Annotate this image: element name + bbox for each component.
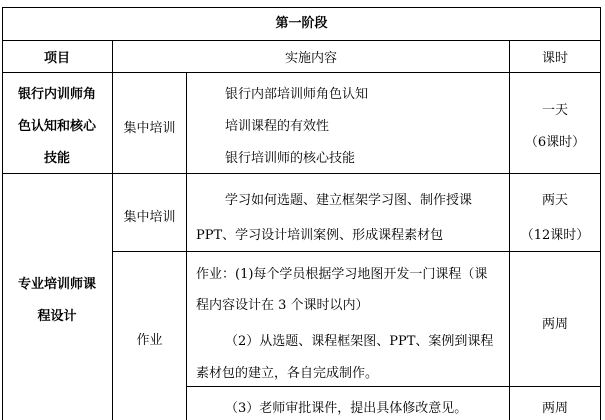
section1-hours-line1: 一天 — [541, 103, 568, 118]
header-content: 实施内容 — [284, 51, 337, 66]
section1-item-line2: 色认知和核心 — [17, 119, 96, 134]
section1-method: 集中培训 — [123, 121, 176, 136]
section2-row1-content-line1: 学习如何选题、建立框架学习图、制作授课 — [225, 193, 473, 208]
section2-row2-content-line4: 素材包的建立，各自完成制作。 — [196, 366, 379, 381]
col-divider-item — [112, 40, 113, 420]
section2-row2-method: 作业 — [136, 333, 163, 348]
table-border-top — [2, 7, 601, 8]
section1-item-line3: 技能 — [43, 151, 70, 166]
row-divider-section1 — [2, 173, 601, 174]
col-divider-method — [186, 73, 187, 420]
table-border-left — [2, 7, 3, 420]
table-border-right — [600, 7, 601, 420]
row-divider-section2-r2 — [186, 386, 601, 387]
row-divider-header — [2, 72, 601, 73]
section2-row1-method: 集中培训 — [123, 210, 176, 225]
section1-content-line2: 培训课程的有效性 — [225, 119, 330, 134]
section2-row2-content-line1: 作业：(1)每个学员根据学习地图开发一门课程（课 — [196, 267, 488, 282]
section1-content-line1: 银行内部培训师角色认知 — [225, 87, 369, 102]
section2-row1-hours-line2: （12课时） — [520, 228, 590, 243]
section2-row1-hours-line1: 两天 — [541, 193, 568, 208]
section2-row3-content: （3）老师审批课件，提出具体修改意见。 — [225, 401, 468, 416]
section2-row2-content-line2: 程内容设计在 3 个课时以内） — [196, 298, 369, 313]
header-hours: 课时 — [541, 51, 568, 66]
section2-row1-content-line2: PPT、学习设计培训案例、形成课程素材包 — [196, 228, 444, 243]
section2-row3-hours: 两周 — [541, 401, 568, 416]
section2-item-line1: 专业培训师课 — [17, 277, 96, 292]
section1-hours-line2: （6课时） — [524, 135, 586, 150]
section1-content-line3: 银行培训师的核心技能 — [225, 151, 356, 166]
stage-title: 第一阶段 — [275, 16, 328, 31]
row-divider-stage — [2, 40, 601, 41]
section2-item-line2: 程设计 — [37, 309, 77, 324]
section1-item-line1: 银行内训师角 — [17, 87, 96, 102]
section2-row2-hours: 两周 — [541, 317, 568, 332]
header-item: 项目 — [43, 51, 70, 66]
section2-row2-content-line3: （2）从选题、课程框架图、PPT、案例到课程 — [225, 334, 494, 349]
